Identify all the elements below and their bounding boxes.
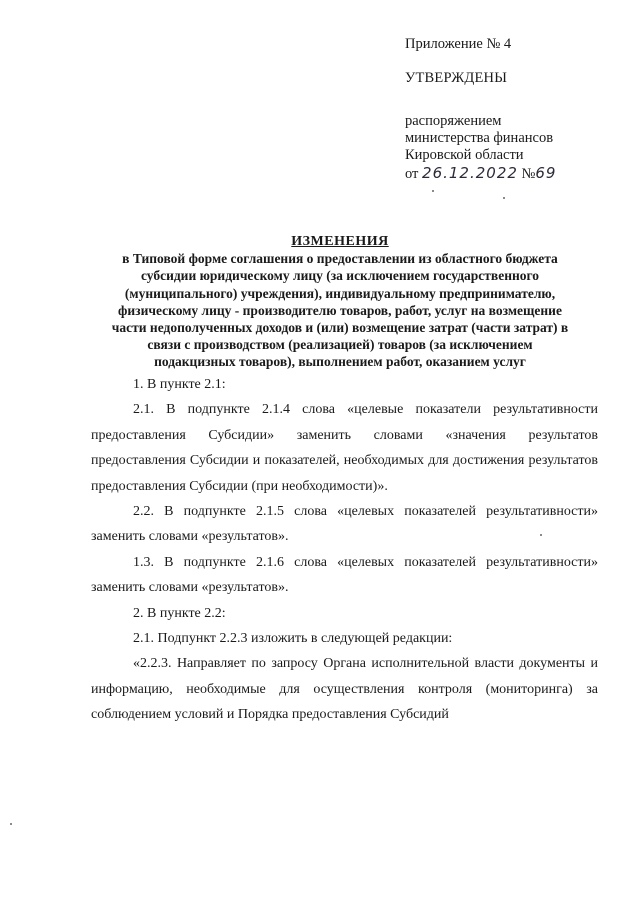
handwritten-number: 69 — [535, 164, 557, 182]
scan-speck — [10, 823, 12, 825]
body-paragraph-3: 2.2. В подпункте 2.1.5 слова «целевых показателей результативности» заменить словами «результатов». — [91, 504, 598, 545]
document-subtitle: в Типовой форме соглашения о предоставлении из областного бюджета субсидии юридическому лицу (за исключением государственного (муниципального) учреждения), индивидуальному предпринимателю, физическому лицу - производителю товаров, работ, услуг на возмещение части недополученных доходов и (или) возмещение затрат (части затрат) в связи с производством (реализацией) товаров (за исключением подакцизных товаров), выполнением работ, оказанием услуг — [111, 251, 569, 370]
body-paragraph-4: 1.3. В подпункте 2.1.6 слова «целевых показателей результативности» заменить словами «результатов». — [91, 554, 598, 596]
scan-speck — [503, 197, 505, 199]
appendix-number: Приложение № 4 — [405, 36, 512, 52]
number-prefix: № — [521, 166, 536, 182]
document-title-block — [110, 233, 570, 371]
approval-date-line — [405, 165, 625, 183]
scan-speck — [432, 190, 434, 192]
date-prefix: от — [405, 166, 419, 182]
approval-stamp-block — [405, 36, 625, 183]
body-paragraph-7: «2.2.3. Направляет по запросу Органа исполнительной власти документы и информацию, необходимые для осуществления контроля (мониторинга) за соблюдением условий и Порядка предоставления Субсидий — [91, 656, 598, 723]
approved-by-line-1: распоряжением — [405, 113, 502, 129]
approved-by-line-2: министерства финансов — [405, 130, 554, 146]
body-paragraph-2: 2.1. В подпункте 2.1.4 слова «целевые показатели результативности предоставления Субсидии» заменить словами «значения результатов предоставления Субсидии и показателей, необходимых для достижения результатов предоставления Субсидии (при необходимости)». — [91, 402, 598, 494]
scan-speck — [540, 534, 542, 536]
body-paragraph-1: 1. В пункте 2.1: — [133, 377, 226, 392]
approved-by-line-3: Кировской области — [405, 147, 524, 163]
body-paragraph-6: 2.1. Подпункт 2.2.3 изложить в следующей редакции: — [133, 631, 453, 647]
approved-heading: УТВЕРЖДЕНЫ — [405, 70, 508, 86]
handwritten-date: 26.12.2022 — [422, 164, 518, 182]
document-body — [91, 372, 598, 728]
document-title: ИЗМЕНЕНИЯ — [291, 234, 389, 249]
body-paragraph-5: 2. В пункте 2.2: — [133, 605, 226, 621]
